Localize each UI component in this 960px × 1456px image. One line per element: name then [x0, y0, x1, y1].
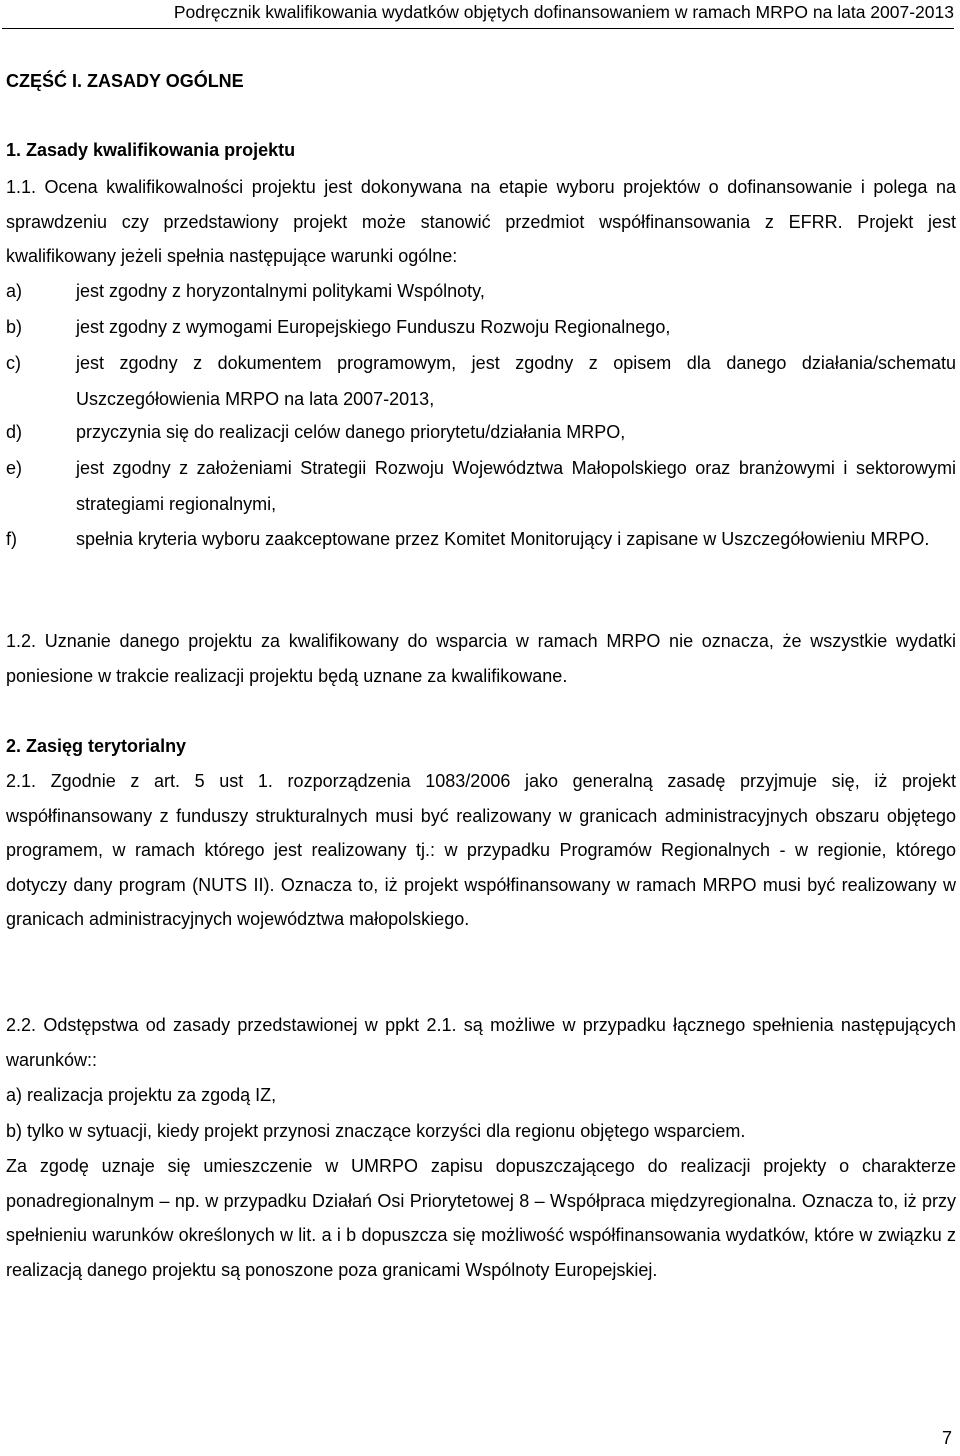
condition-b: b) tylko w sytuacji, kiedy projekt przynosi znaczące korzyści dla regionu objętego wsparciem.: [6, 1121, 746, 1141]
paragraph-final: Za zgodę uznaje się umieszczenie w UMRPO zapisu dopuszczającego do realizacji projekty o charakterze ponadregionalnym – np. w przypadku Działań Osi Priorytetowej 8 – Współpraca międzyregionalna. Oznacza to, iż przy spełnieniu warunków określonych w lit. a i b dopuszcza się możliwość współfinansowania wydatków, które w związku z realizacją danego projektu są ponoszone poza granicami Wspólnoty Europejskiej.: [6, 1156, 956, 1280]
list-item-letter: c): [6, 353, 21, 373]
section-2-heading: 2. Zasięg terytorialny: [6, 736, 187, 756]
paragraph-2-2: 2.2. Odstępstwa od zasady przedstawionej w ppkt 2.1. są możliwe w przypadku łącznego spełnienia następujących warunków::: [6, 1015, 956, 1070]
part-title: CZĘŚĆ I. ZASADY OGÓLNE: [6, 71, 244, 91]
condition-a: a) realizacja projektu za zgodą IZ,: [6, 1085, 277, 1105]
list-item-e: [6, 450, 956, 522]
list-item-letter: f): [6, 529, 17, 549]
header-divider: [2, 28, 954, 29]
list-item-text: spełnia kryteria wyboru zaakceptowane przez Komitet Monitorujący i zapisane w Uszczegółowieniu MRPO.: [76, 529, 930, 549]
list-item-text: przyczynia się do realizacji celów danego priorytetu/działania MRPO,: [76, 422, 626, 442]
list-item-letter: b): [6, 317, 23, 337]
running-header: Podręcznik kwalifikowania wydatków objętych dofinansowaniem w ramach MRPO na lata 2007-2013: [173, 2, 954, 22]
paragraph-1-1: 1.1. Ocena kwalifikowalności projektu jest dokonywana na etapie wyboru projektów o dofinansowanie i polega na sprawdzeniu czy przedstawiony projekt może stanowić przedmiot współfinansowania z EFRR. Projekt jest kwalifikowany jeżeli spełnia następujące warunki ogólne:: [6, 177, 956, 266]
list-item-text: jest zgodny z dokumentem programowym, jest zgodny z opisem dla danego działania/schematu Uszczegółowienia MRPO na lata 2007-2013,: [76, 353, 956, 409]
page-number: 7: [941, 1428, 952, 1448]
list-item-f: [6, 521, 956, 557]
list-item-b: [6, 309, 956, 345]
list-item-letter: d): [6, 422, 23, 442]
list-item-text: jest zgodny z wymogami Europejskiego Funduszu Rozwoju Regionalnego,: [76, 317, 671, 337]
list-item-a: [6, 273, 956, 309]
list-item-d: [6, 414, 956, 450]
section-1-heading: 1. Zasady kwalifikowania projektu: [6, 140, 296, 160]
list-item-letter: a): [6, 281, 23, 301]
list-item-c: [6, 345, 956, 417]
list-item-text: jest zgodny z horyzontalnymi politykami Wspólnoty,: [76, 281, 485, 301]
list-item-text: jest zgodny z założeniami Strategii Rozwoju Województwa Małopolskiego oraz branżowymi i sektorowymi strategiami regionalnymi,: [76, 458, 956, 514]
paragraph-1-2: 1.2. Uznanie danego projektu za kwalifikowany do wsparcia w ramach MRPO nie oznacza, że wszystkie wydatki poniesione w trakcie realizacji projektu będą uznane za kwalifikowane.: [6, 631, 956, 686]
paragraph-2-1: 2.1. Zgodnie z art. 5 ust 1. rozporządzenia 1083/2006 jako generalną zasadę przyjmuje się, iż projekt współfinansowany z funduszy strukturalnych musi być realizowany w granicach administracyjnych obszaru objętego programem, w ramach którego jest realizowany tj.: w przypadku Programów Regionalnych - w regionie, którego dotyczy dany program (NUTS II). Oznacza to, iż projekt współfinansowany w ramach MRPO musi być realizowany w granicach administracyjnych województwa małopolskiego.: [6, 771, 956, 929]
list-item-letter: e): [6, 458, 23, 478]
